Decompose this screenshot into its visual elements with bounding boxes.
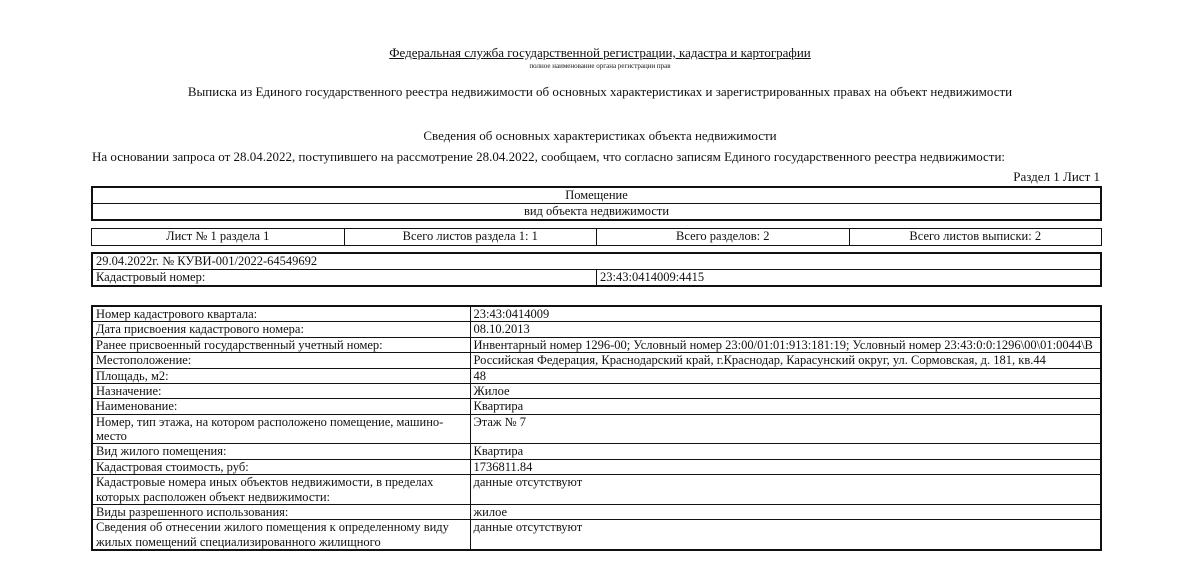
extract-sheets-total: Всего листов выписки: 2 — [849, 229, 1102, 246]
row-value: 48 — [470, 368, 1101, 383]
row-label: Кадастровая стоимость, руб: — [92, 459, 470, 474]
agency-name — [0, 46, 1200, 61]
row-label: Назначение: — [92, 383, 470, 398]
row-label: Местоположение: — [92, 353, 470, 368]
row-value: Этаж № 7 — [470, 414, 1101, 444]
object-type-value: Помещение — [92, 187, 1101, 204]
extract-number: 29.04.2022г. № КУВИ-001/2022-64549692 — [92, 253, 1101, 270]
row-value: Квартира — [470, 444, 1101, 459]
agency-name-text: Федеральная служба государственной регистрации, кадастра и картографии — [389, 45, 811, 60]
row-value: Жилое — [470, 383, 1101, 398]
table-row — [92, 368, 1101, 383]
table-row — [92, 399, 1101, 414]
table-row — [92, 444, 1101, 459]
row-value: Российская Федерация, Краснодарский край, г.Краснодар, Карасунский округ, ул. Сормовская, д. 181, кв.44 — [470, 353, 1101, 368]
basis-text: На основании запроса от 28.04.2022, поступившего на рассмотрение 28.04.2022, сообщаем, что согласно записям Единого государственного реестра недвижимости: — [92, 149, 1006, 164]
row-value: Квартира — [470, 399, 1101, 414]
row-label: Площадь, м2: — [92, 368, 470, 383]
row-label: Вид жилого помещения: — [92, 444, 470, 459]
agency-subtitle: полное наименование органа регистрации прав — [529, 62, 671, 70]
row-value: жилое — [470, 504, 1101, 519]
row-label: Кадастровые номера иных объектов недвижимости, в пределах которых расположен объект недвижимости: — [92, 475, 470, 505]
row-label: Номер, тип этажа, на котором расположено помещение, машино-место — [92, 414, 470, 444]
table-row — [92, 520, 1101, 550]
row-label: Наименование: — [92, 399, 470, 414]
sheets-info-table — [91, 228, 1102, 246]
table-row — [92, 459, 1101, 474]
row-label: Номер кадастрового квартала: — [92, 306, 470, 322]
table-row — [92, 353, 1101, 368]
sheet-reference: Раздел 1 Лист 1 — [1013, 169, 1100, 184]
table-row — [92, 414, 1101, 444]
object-type-table — [91, 186, 1102, 221]
table-row — [92, 383, 1101, 398]
sheet-number: Лист № 1 раздела 1 — [92, 229, 345, 246]
extract-id-table — [91, 252, 1102, 287]
sections-total: Всего разделов: 2 — [597, 229, 850, 246]
row-value: Инвентарный номер 1296-00; Условный номер 23:00/01:01:913:181:19; Условный номер 23:43:0:0:1296\00\01:0044\В — [470, 337, 1101, 352]
row-label: Сведения об отнесении жилого помещения к определенному виду жилых помещений специализированного жилищного — [92, 520, 470, 550]
table-row — [92, 322, 1101, 337]
row-value: данные отсутствуют — [470, 520, 1101, 550]
extract-title: Выписка из Единого государственного реестра недвижимости об основных характеристиках и зарегистрированных правах на объект недвижимости — [187, 84, 1013, 99]
table-row — [92, 337, 1101, 352]
row-value: 1736811.84 — [470, 459, 1101, 474]
row-value: 08.10.2013 — [470, 322, 1101, 337]
section-title: Сведения об основных характеристиках объекта недвижимости — [423, 128, 777, 143]
table-row — [92, 504, 1101, 519]
row-label: Ранее присвоенный государственный учетный номер: — [92, 337, 470, 352]
table-row — [92, 306, 1101, 322]
cadastral-number-value: 23:43:0414009:4415 — [597, 270, 1102, 287]
row-label: Дата присвоения кадастрового номера: — [92, 322, 470, 337]
row-value: данные отсутствуют — [470, 475, 1101, 505]
characteristics-table — [91, 305, 1102, 551]
row-label: Виды разрешенного использования: — [92, 504, 470, 519]
table-row — [92, 475, 1101, 505]
row-value: 23:43:0414009 — [470, 306, 1101, 322]
section-sheets-total: Всего листов раздела 1: 1 — [344, 229, 597, 246]
object-type-caption: вид объекта недвижимости — [92, 204, 1101, 221]
cadastral-number-label: Кадастровый номер: — [92, 270, 597, 287]
